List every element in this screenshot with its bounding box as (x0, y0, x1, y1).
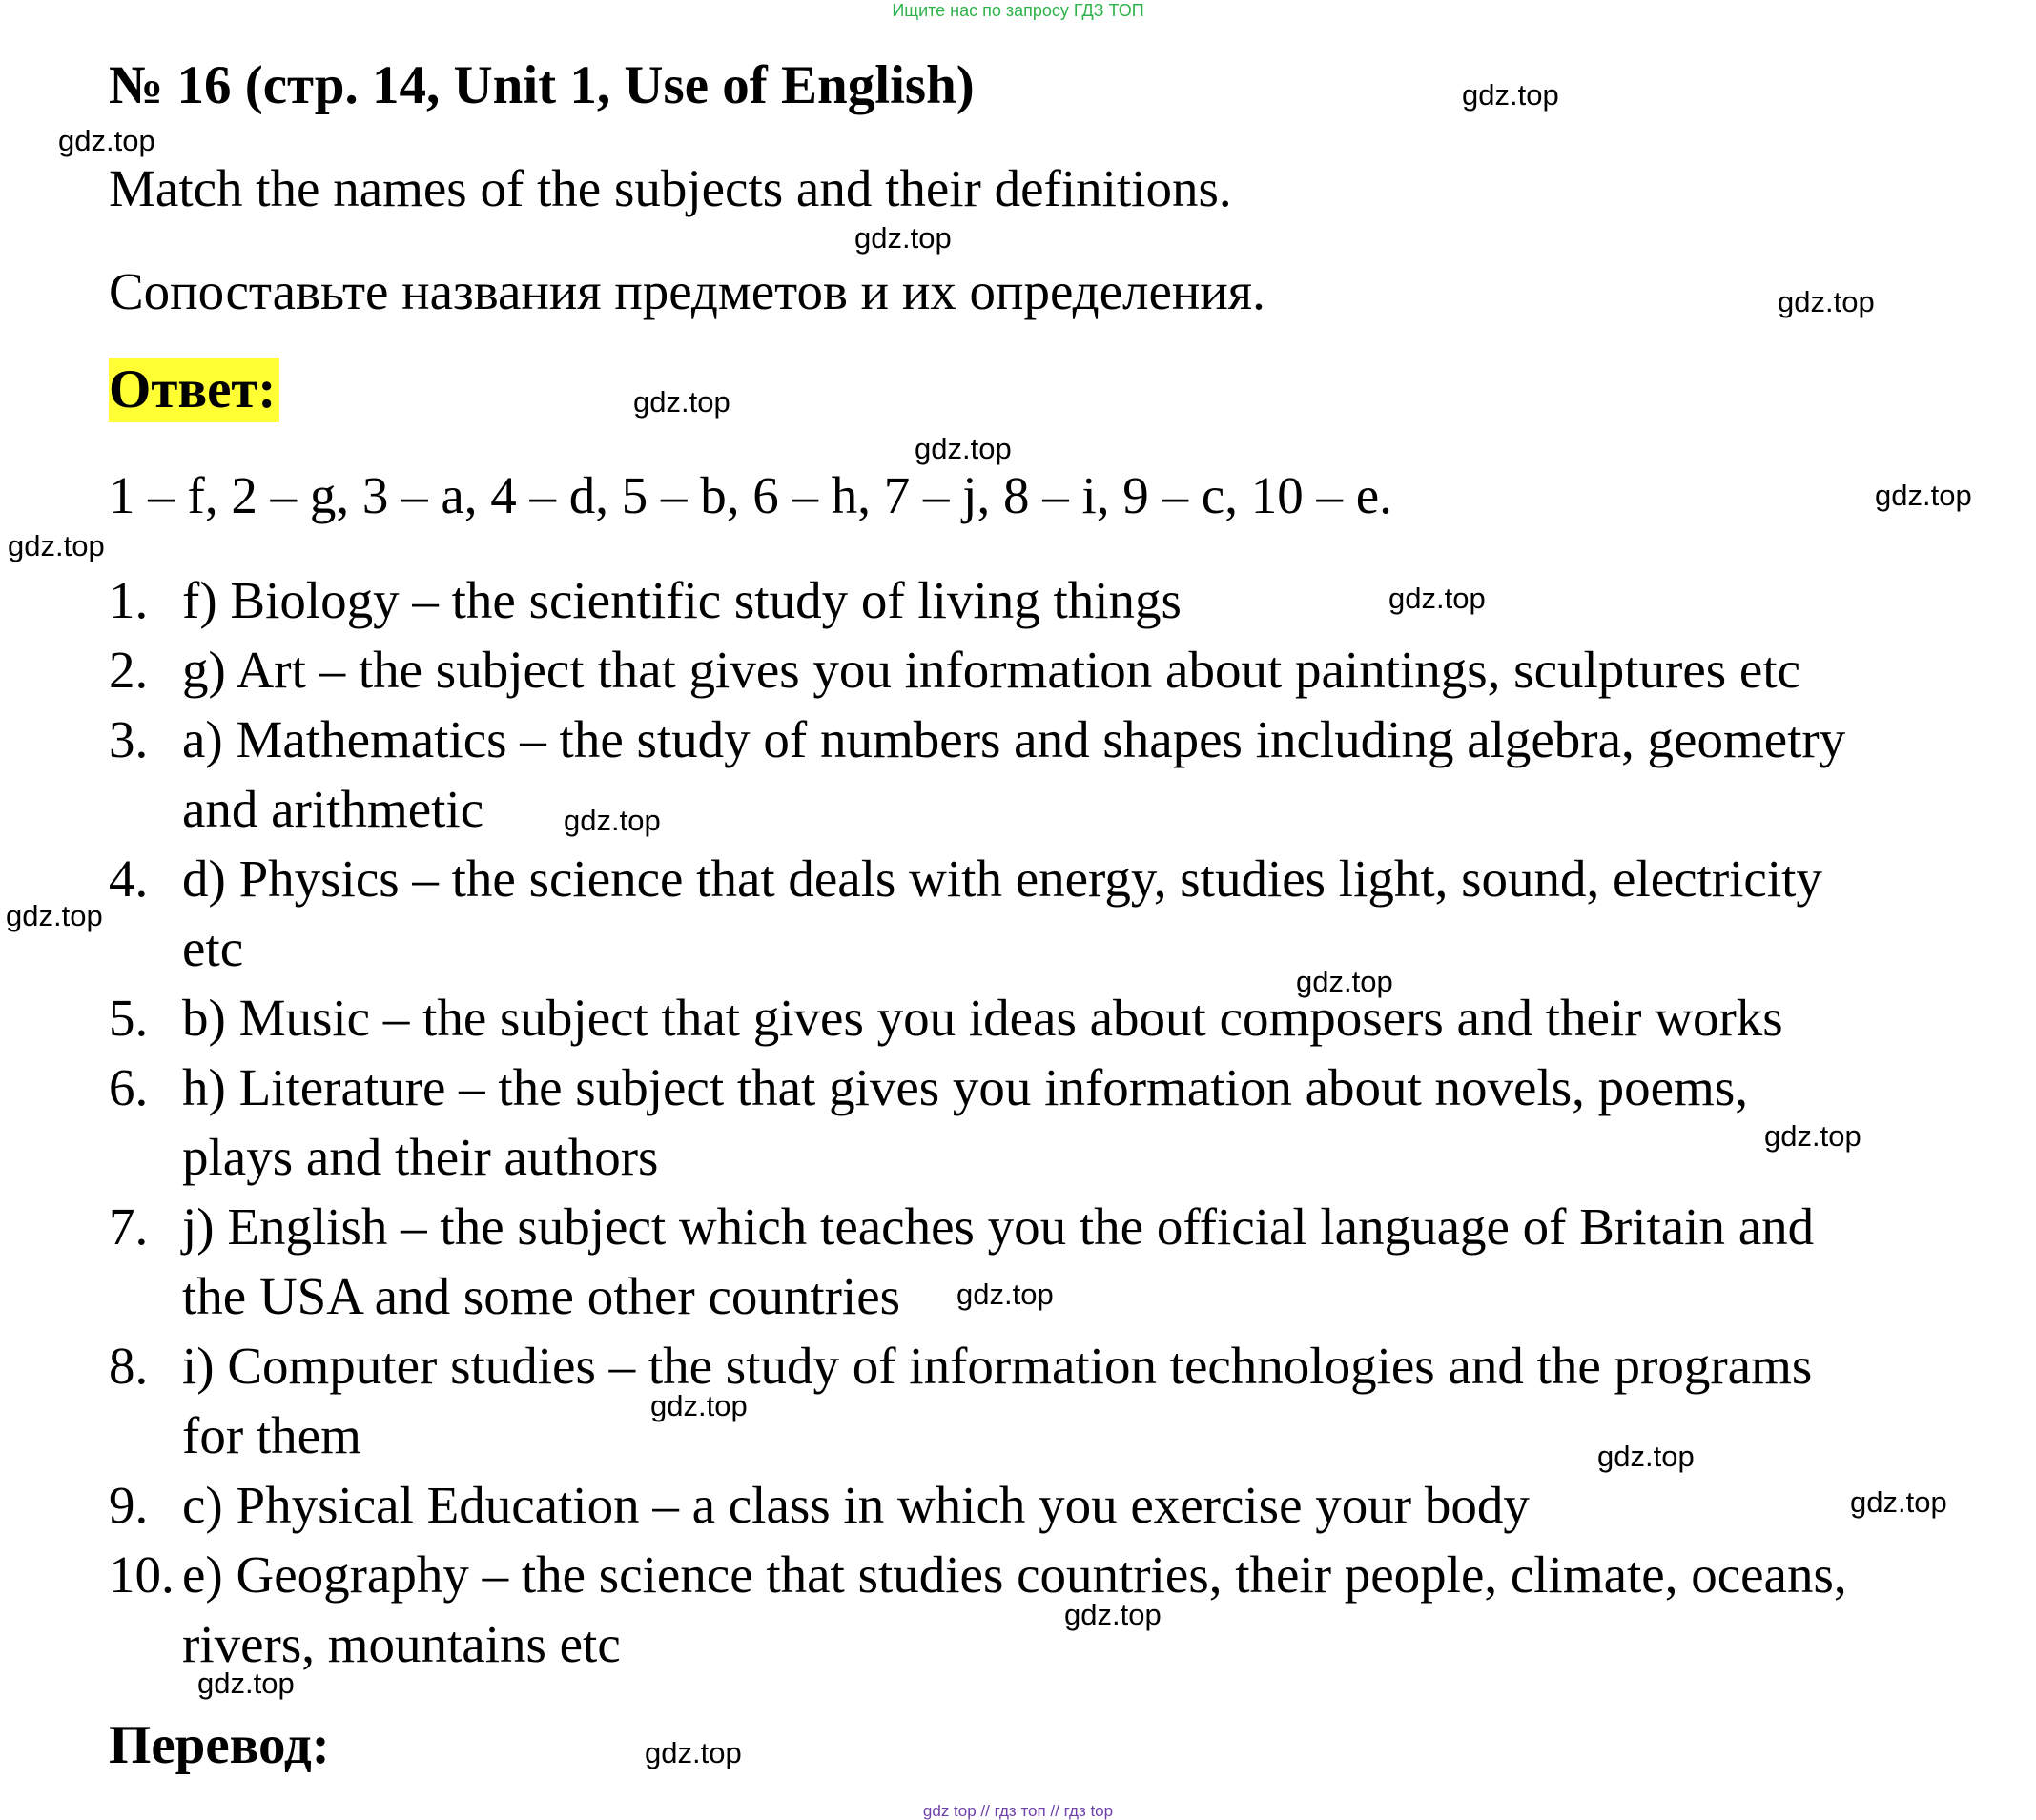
definition-item (109, 1053, 2016, 1192)
watermark: gdz.top (1875, 479, 1972, 512)
definition-number: 9. (109, 1476, 149, 1534)
watermark: gdz.top (645, 1736, 742, 1769)
definition-item (109, 1192, 2016, 1331)
watermark: gdz.top (1296, 965, 1393, 998)
definition-number: 8. (109, 1337, 149, 1395)
answer-key: 1 – f, 2 – g, 3 – a, 4 – d, 5 – b, 6 – h, 7 – j, 8 – i, 9 – c, 10 – e. (109, 466, 1392, 524)
watermark: gdz.top (564, 804, 661, 837)
definition-number: 5. (109, 989, 149, 1047)
definition-text-line: a) Mathematics – the study of numbers and shapes including algebra, geometry (182, 710, 1846, 768)
definition-text-line: d) Physics – the science that deals with energy, studies light, sound, electricity (182, 849, 1822, 908)
definition-number: 6. (109, 1058, 149, 1116)
definition-number: 7. (109, 1197, 149, 1256)
watermark: gdz.top (915, 432, 1012, 465)
watermark: gdz.top (633, 385, 730, 419)
footer-banner: gdz top // гдз топ // гдз top (922, 1802, 1114, 1820)
definition-item (109, 565, 2016, 635)
watermark: gdz.top (956, 1278, 1054, 1311)
definition-item (109, 1331, 2016, 1470)
definition-item (109, 1540, 2016, 1679)
watermark: gdz.top (58, 124, 155, 157)
definition-text-line: h) Literature – the subject that gives you information about novels, poems, (182, 1058, 1748, 1116)
watermark: gdz.top (1388, 582, 1486, 615)
definition-item (109, 844, 2016, 983)
watermark: gdz.top (1850, 1485, 1947, 1519)
definition-text-line: j) English – the subject which teaches you the official language of Britain and (182, 1197, 1815, 1256)
watermark: gdz.top (1597, 1440, 1695, 1473)
definition-number: 3. (109, 710, 149, 768)
definition-text-line: rivers, mountains etc (182, 1615, 621, 1673)
definition-item (109, 635, 2016, 705)
answer-label: Ответ: (109, 358, 279, 422)
instruction-russian: Сопоставьте названия предметов и их определения. (109, 262, 1265, 320)
watermark: gdz.top (650, 1389, 748, 1422)
definition-item (109, 1470, 2016, 1540)
watermark: gdz.top (6, 899, 103, 932)
instruction-english: Match the names of the subjects and their definitions. (109, 159, 1232, 217)
definition-text-line: f) Biology – the scientific study of living things (182, 571, 1182, 629)
watermark: gdz.top (8, 529, 105, 562)
definitions-list (109, 565, 2016, 1679)
header-banner: Ищите нас по запросу ГДЗ ТОП (892, 1, 1144, 20)
definition-text-line: plays and their authors (182, 1128, 659, 1186)
page-title: № 16 (стр. 14, Unit 1, Use of English) (109, 55, 975, 115)
definition-number: 2. (109, 641, 149, 699)
watermark: gdz.top (1764, 1119, 1861, 1153)
definition-text-line: b) Music – the subject that gives you ideas about composers and their works (182, 989, 1783, 1047)
definition-number: 10. (109, 1545, 175, 1604)
watermark: gdz.top (1064, 1598, 1162, 1631)
watermark: gdz.top (1778, 285, 1875, 318)
definition-text-line: c) Physical Education – a class in which you exercise your body (182, 1476, 1530, 1534)
definition-text-line: i) Computer studies – the study of information technologies and the programs (182, 1337, 1813, 1395)
watermark: gdz.top (854, 221, 952, 255)
definition-text-line: and arithmetic (182, 780, 484, 838)
watermark: gdz.top (1462, 78, 1559, 112)
definition-text-line: e) Geography – the science that studies countries, their people, climate, oceans, (182, 1545, 1847, 1604)
watermark: gdz.top (197, 1667, 295, 1700)
definition-item (109, 705, 2016, 844)
definition-item (109, 983, 2016, 1053)
definition-number: 4. (109, 849, 149, 908)
definition-text-line: for them (182, 1406, 361, 1464)
definition-text-line: the USA and some other countries (182, 1267, 901, 1325)
translation-label: Перевод: (109, 1715, 330, 1775)
definition-number: 1. (109, 571, 149, 629)
definition-text-line: etc (182, 919, 244, 977)
definition-text-line: g) Art – the subject that gives you information about paintings, sculptures etc (182, 641, 1801, 699)
